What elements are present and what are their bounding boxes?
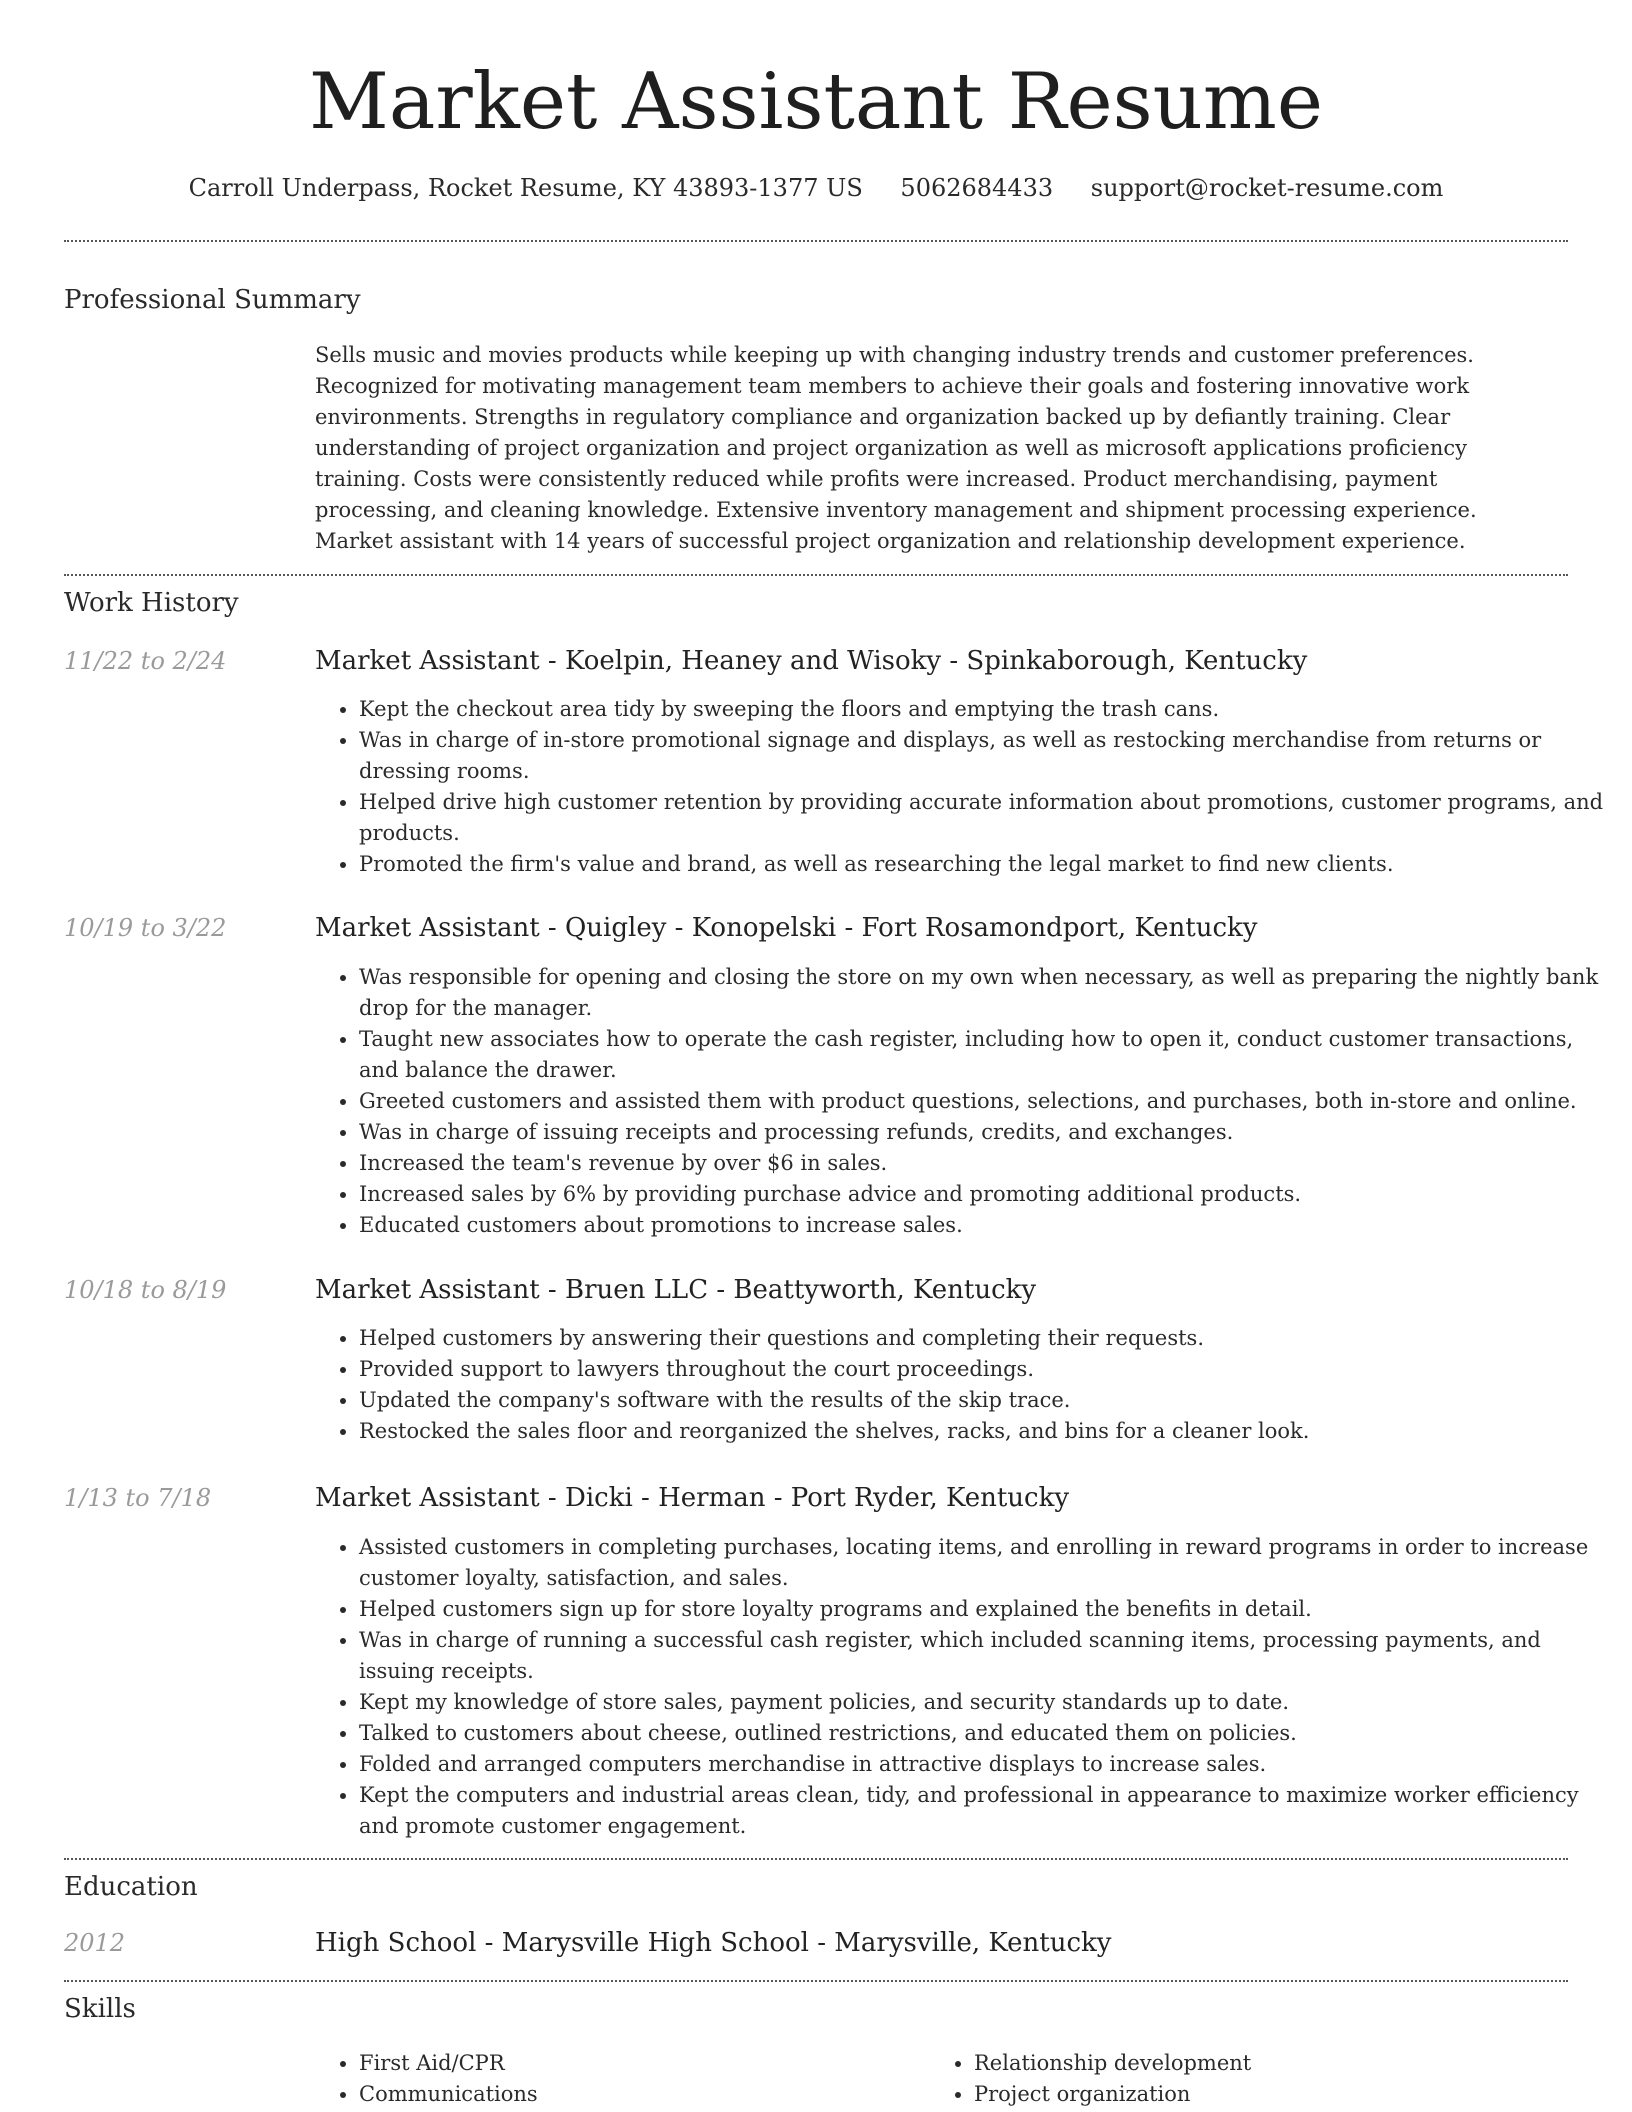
list-item: • Taught new associates how to operate the cash register, including how to open it, conduct customer transactions, and balance the drawer.	[359, 1024, 1609, 1086]
contact-address: Carroll Underpass, Rocket Resume, KY 43893-1377 US	[188, 174, 863, 202]
list-item: • Kept the computers and industrial areas clean, tidy, and professional in appearance to maximize worker efficiency and promote customer engagement.	[359, 1780, 1609, 1842]
list-item: • Was in charge of in-store promotional signage and displays, as well as restocking merchandise from returns or dressing rooms.	[359, 725, 1609, 787]
job-title: Market Assistant - Dicki - Herman - Port Ryder, Kentucky	[315, 1483, 1070, 1513]
list-item: • Folded and arranged computers merchandise in attractive displays to increase sales.	[359, 1749, 1609, 1780]
list-item: • Was in charge of running a successful cash register, which included scanning items, processing payments, and issuing receipts.	[359, 1625, 1609, 1687]
divider	[64, 1980, 1568, 1982]
divider	[64, 1858, 1568, 1860]
list-item: • Helped customers by answering their questions and completing their requests.	[359, 1323, 1609, 1354]
job-title: Market Assistant - Koelpin, Heaney and Wisoky - Spinkaborough, Kentucky	[315, 646, 1308, 676]
list-item: • Was responsible for opening and closing the store on my own when necessary, as well as preparing the nightly bank drop for the manager.	[359, 962, 1609, 1024]
section-title-work-history: Work History	[64, 588, 239, 618]
education-date: 2012	[64, 1929, 126, 1957]
list-item: • Restocked the sales floor and reorganized the shelves, racks, and bins for a cleaner look.	[359, 1416, 1609, 1447]
job-title: Market Assistant - Quigley - Konopelski - Fort Rosamondport, Kentucky	[315, 913, 1258, 943]
job-dates: 1/13 to 7/18	[64, 1484, 212, 1512]
list-item: • Promoted the firm's value and brand, as well as researching the legal market to find new clients.	[359, 849, 1609, 880]
list-item: • Helped customers sign up for store loyalty programs and explained the benefits in detail.	[359, 1594, 1609, 1625]
list-item: • Assisted customers in completing purchases, locating items, and enrolling in reward programs in order to increase customer loyalty, satisfaction, and sales.	[359, 1532, 1609, 1594]
skills-list-right	[930, 2048, 1574, 2110]
list-item: • Was in charge of issuing receipts and processing refunds, credits, and exchanges.	[359, 1117, 1609, 1148]
list-item: • Kept the checkout area tidy by sweeping the floors and emptying the trash cans.	[359, 694, 1609, 725]
list-item: • Educated customers about promotions to increase sales.	[359, 1210, 1609, 1241]
job-dates: 10/18 to 8/19	[64, 1276, 227, 1304]
contact-email[interactable]: support@rocket-resume.com	[1090, 174, 1444, 202]
list-item: • Greeted customers and assisted them with product questions, selections, and purchases, both in-store and online.	[359, 1086, 1609, 1117]
list-item: • Updated the company's software with the results of the skip trace.	[359, 1385, 1609, 1416]
job-dates: 11/22 to 2/24	[64, 647, 227, 675]
job-dates: 10/19 to 3/22	[64, 914, 227, 942]
contact-line	[0, 170, 1632, 206]
divider	[64, 574, 1568, 576]
section-title-summary: Professional Summary	[64, 285, 361, 315]
list-item: • Kept my knowledge of store sales, payment policies, and security standards up to date.	[359, 1687, 1609, 1718]
job-bullets	[315, 962, 1609, 1241]
job-bullets	[315, 694, 1609, 880]
list-item: • Talked to customers about cheese, outlined restrictions, and educated them on policies.	[359, 1718, 1609, 1749]
resume-title: Market Assistant Resume	[308, 57, 1324, 147]
education-degree: High School - Marysville High School - Marysville, Kentucky	[315, 1928, 1112, 1958]
summary-text: Sells music and movies products while keeping up with changing industry trends and customer preferences. Recognized for motivating management team members to achieve their goals and fostering innovative work environments. Strengths in regulatory compliance and organization backed up by defiantly training. Clear understanding of project organization and project organization as well as microsoft applications proficiency training. Costs were consistently reduced while profits were increased. Product merchandising, payment processing, and cleaning knowledge. Extensive inventory management and shipment processing experience. Market assistant with 14 years of successful project organization and relationship development experience.	[315, 343, 1477, 553]
divider	[64, 240, 1568, 242]
skill-item: • First Aid/CPR	[359, 2048, 919, 2079]
section-title-education: Education	[64, 1872, 198, 1902]
list-item: • Increased sales by 6% by providing purchase advice and promoting additional products.	[359, 1179, 1609, 1210]
skill-item: • Communications	[359, 2079, 919, 2110]
skills-list-left	[315, 2048, 919, 2110]
list-item: • Increased the team's revenue by over $6 in sales.	[359, 1148, 1609, 1179]
job-bullets	[315, 1532, 1609, 1842]
contact-phone: 5062684433	[900, 174, 1054, 202]
job-title: Market Assistant - Bruen LLC - Beattyworth, Kentucky	[315, 1275, 1037, 1305]
list-item: • Helped drive high customer retention by providing accurate information about promotions, customer programs, and products.	[359, 787, 1609, 849]
skill-item: • Project organization	[974, 2079, 1574, 2110]
job-bullets	[315, 1323, 1609, 1447]
section-title-skills: Skills	[64, 1994, 136, 2024]
skill-item: • Relationship development	[974, 2048, 1574, 2079]
list-item: • Provided support to lawyers throughout the court proceedings.	[359, 1354, 1609, 1385]
